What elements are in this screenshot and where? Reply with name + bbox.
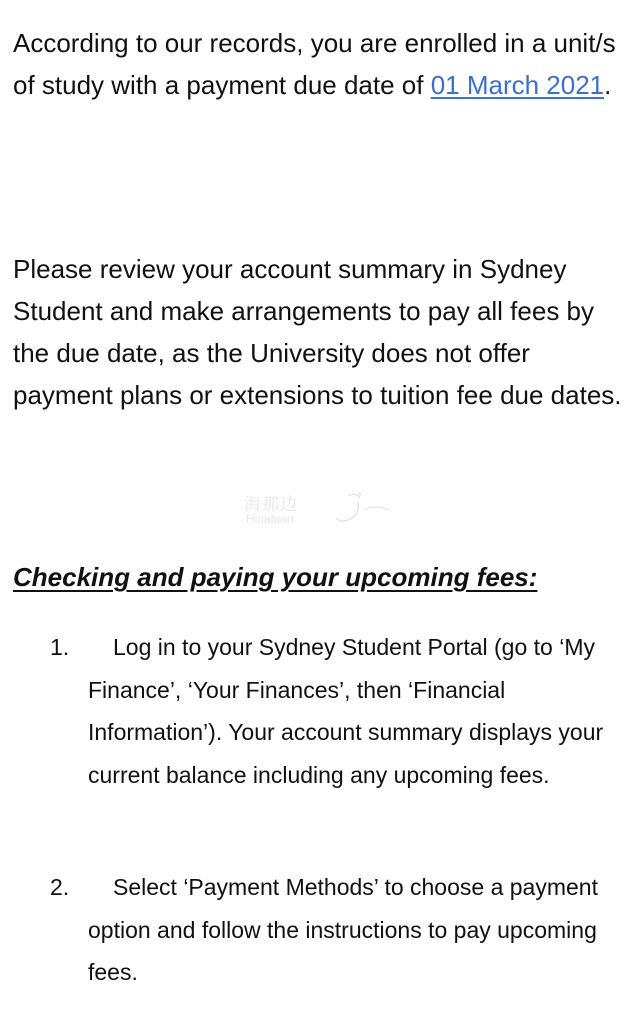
watermark-text: 海那边 <box>244 495 298 514</box>
step-text: Log in to your Sydney Student Portal (go to ‘My Finance’, ‘Your Finances’, then ‘Financial Information’). Your account summary displays your current balance including any upcoming fees. <box>88 634 604 788</box>
intro-paragraph <box>13 22 625 106</box>
step-number: 1. <box>50 634 70 660</box>
watermark-logo <box>240 488 400 532</box>
step-text: Select ‘Payment Methods’ to choose a payment option and follow the instructions to pay upcoming fees. <box>88 874 598 985</box>
step-number: 2. <box>50 874 70 900</box>
intro-text: According to our records, you are enrolled in a unit/s of study with a payment due date of <box>13 28 616 100</box>
intro-end: . <box>604 70 612 100</box>
due-date-link[interactable]: 01 March 2021 <box>430 70 605 100</box>
watermark-subtext: Hinabian <box>246 512 294 526</box>
watermark-swoosh-icon <box>330 488 394 528</box>
section-heading: Checking and paying your upcoming fees: <box>13 562 538 592</box>
review-paragraph: Please review your account summary in Sydney Student and make arrangements to pay all fees by the due date, as the University does not offer payment plans or extensions to tuition fee due dates. <box>13 254 622 410</box>
